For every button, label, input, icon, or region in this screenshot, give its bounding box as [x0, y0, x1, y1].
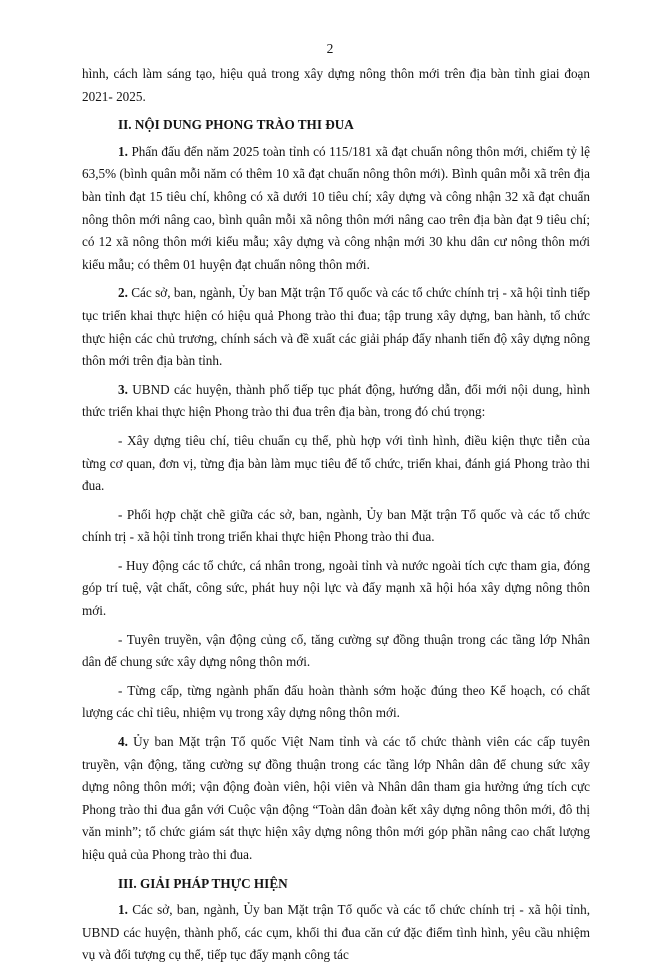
bullet-item: - Xây dựng tiêu chí, tiêu chuẩn cụ thể, phù hợp với tình hình, điều kiện thực tiễn của từng cơ quan, đơn vị, từng địa bàn làm mục tiêu để tổ chức, triển khai, đánh giá Phong trào thi đua.: [82, 432, 590, 494]
page-number: 2: [326, 41, 334, 56]
item-number: 4.: [118, 734, 128, 750]
item-text: UBND các huyện, thành phố tiếp tục phát động, hướng dẫn, đổi mới nội dung, hình thức triển khai thực hiện Phong trào thi đua trên địa bàn, trong đó chú trọng:: [82, 381, 590, 420]
item-text: Các sở, ban, ngành, Ủy ban Mặt trận Tổ quốc và các tổ chức chính trị - xã hội tỉnh tiếp tục triển khai thực hiện có hiệu quả Phong trào thi đua; tập trung xây dựng, ban hành, tổ chức thực hiện các chủ trương, chính sách và đề xuất các giải pháp đẩy nhanh tiến độ xây dựng nông thôn mới trên địa bàn tỉnh.: [82, 285, 590, 369]
section-2-item-3: [82, 379, 590, 424]
bullet-item: - Từng cấp, từng ngành phấn đấu hoàn thành sớm hoặc đúng theo Kế hoạch, có chất lượng các chỉ tiêu, nhiệm vụ trong xây dựng nông thôn mới.: [82, 682, 590, 721]
item-number: 1.: [118, 902, 128, 918]
item-text: Các sở, ban, ngành, Ủy ban Mặt trận Tổ quốc và các tổ chức chính trị - xã hội tỉnh, UBND các huyện, thành phố, các cụm, khối thi đua căn cứ đặc điểm tình hình, yêu cầu nhiệm vụ và đối tượng cụ thể, tiếp tục đẩy mạnh công tác: [82, 902, 590, 963]
section-2-item-2: [82, 282, 590, 372]
bullet-item: - Phối hợp chặt chẽ giữa các sở, ban, ngành, Ủy ban Mặt trận Tổ quốc và các tổ chức chính trị - xã hội tỉnh trong triển khai thực hiện Phong trào thi đua.: [82, 506, 590, 545]
section-2-item-4: [82, 731, 590, 867]
bullet-item: - Tuyên truyền, vận động củng cố, tăng cường sự đồng thuận trong các tầng lớp Nhân dân để chung sức xây dựng nông thôn mới.: [82, 631, 590, 670]
item-number: 1.: [118, 143, 128, 159]
intro-continuation: hình, cách làm sáng tạo, hiệu quả trong xây dựng nông thôn mới trên địa bàn tỉnh giai đoạn 2021- 2025.: [82, 66, 590, 104]
document-body: [82, 63, 590, 973]
section-2-item-1: [82, 141, 590, 277]
item-text: Phấn đấu đến năm 2025 toàn tỉnh có 115/181 xã đạt chuẩn nông thôn mới, chiếm tỷ lệ 63,5% (bình quân mỗi năm có thêm 10 xã đạt chuẩn nông thôn mới). Bình quân mỗi xã trên địa bàn tỉnh đạt 15 tiêu chí, không có xã dưới 10 tiêu chí; xây dựng và công nhận 32 xã đạt chuẩn nông thôn mới nâng cao, bình quân mỗi xã nông thôn mới nâng cao trên địa bàn đạt 9 tiêu chí; có 12 xã nông thôn mới kiểu mẫu; xây dựng và công nhận mới 30 khu dân cư nông thôn mới kiểu mẫu; có thêm 01 huyện đạt chuẩn nông thôn mới.: [82, 143, 590, 272]
section-2-heading: II. NỘI DUNG PHONG TRÀO THI ĐUA: [118, 117, 354, 133]
item-text: Ủy ban Mặt trận Tổ quốc Việt Nam tỉnh và các tổ chức thành viên các cấp tuyên truyền, vận động, tăng cường sự đồng thuận trong các tầng lớp Nhân dân để chung sức xây dựng nông thôn mới; vận động đoàn viên, hội viên và Nhân dân tham gia hưởng ứng tích cực Phong trào thi đua gắn với Cuộc vận động “Toàn dân đoàn kết xây dựng nông thôn mới, đô thị văn minh”; tổ chức giám sát thực hiện xây dựng nông thôn mới góp phần nâng cao chất lượng hiệu quả của Phong trào thi đua.: [82, 734, 590, 862]
section-3-heading: III. GIẢI PHÁP THỰC HIỆN: [118, 875, 288, 891]
item-number: 3.: [118, 381, 128, 397]
section-3-item-1: [82, 899, 590, 967]
item-number: 2.: [118, 285, 128, 301]
bullet-item: - Huy động các tổ chức, cá nhân trong, ngoài tỉnh và nước ngoài tích cực tham gia, đóng góp trí tuệ, vật chất, công sức, phát huy nội lực và đẩy mạnh xã hội hóa xây dựng nông thôn mới.: [82, 557, 590, 619]
